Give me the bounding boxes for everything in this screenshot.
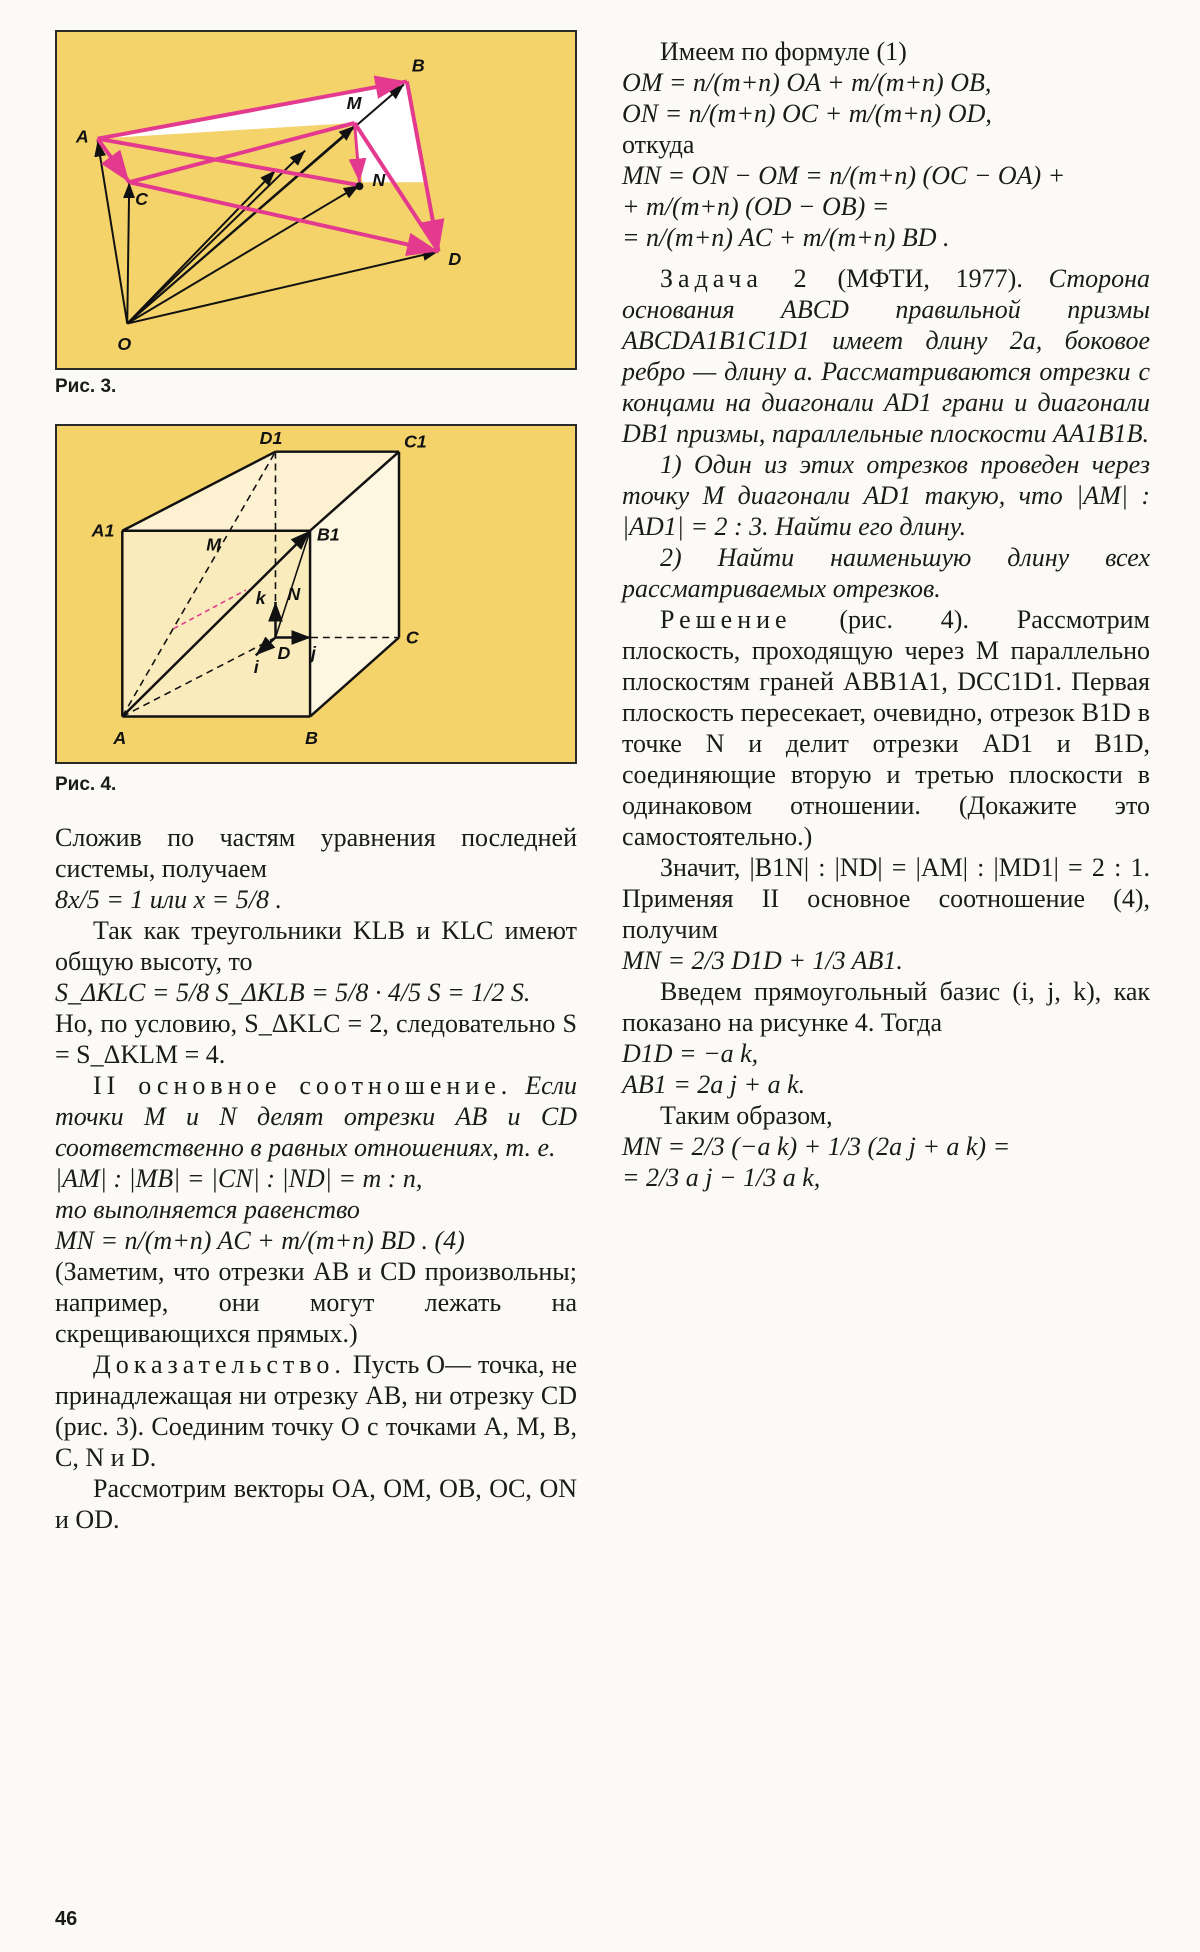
equation: MN = ON − OM = n/(m+n) (OC − OA) + — [622, 161, 1066, 190]
equation: OM = n/(m+n) OA + m/(m+n) OB, — [622, 68, 992, 97]
label-B: B — [411, 55, 425, 76]
paragraph: Введем прямоугольный базис (i, j, k), как показано на рисунке 4. Тогда — [622, 977, 1150, 1037]
proof-heading: Доказательство. — [93, 1350, 346, 1379]
figure-4 — [55, 424, 577, 764]
label-B: B — [305, 728, 318, 749]
equation: D1D = −a k, — [622, 1039, 759, 1068]
label-O: O — [117, 334, 132, 355]
paragraph: Рассмотрим векторы OA, OM, OB, OC, ON и OD. — [55, 1474, 577, 1534]
figure-4-diagram — [57, 426, 575, 762]
label-C1: C1 — [403, 431, 427, 452]
label-i: i — [253, 657, 259, 678]
label-j: j — [311, 643, 316, 664]
problem-heading: Задача 2 — [660, 264, 812, 293]
left-column — [55, 822, 577, 1535]
paragraph: Сложив по частям уравнения последней системы, получаем — [55, 823, 577, 883]
theorem-statement: Если точки M и N делят отрезки AB и CD соответственно в равных отношениях, т. е. — [55, 1071, 577, 1162]
label-C: C — [135, 188, 148, 209]
equation: 8x/5 = 1 или x = 5/8 . — [55, 885, 282, 914]
paragraph: Значит, |B1N| : |ND| = |AM| : |MD1| = 2 : 1. Применяя II основное соотношение (4), получим — [622, 853, 1150, 944]
label-D: D — [448, 249, 462, 270]
paragraph: Но, по условию, S_ΔKLC = 2, следовательно S = S_ΔKLM = 4. — [55, 1009, 577, 1069]
label-M: M — [346, 93, 362, 114]
label-N: N — [372, 170, 386, 191]
equation: |AM| : |MB| = |CN| : |ND| = m : n, — [55, 1164, 423, 1193]
label-D1: D1 — [259, 427, 283, 448]
equation-4: MN = n/(m+n) AC + m/(m+n) BD . (4) — [55, 1226, 465, 1255]
vector-OA — [98, 141, 128, 324]
equation: ON = n/(m+n) OC + m/(m+n) OD, — [622, 99, 992, 128]
label-B1: B1 — [316, 524, 340, 545]
problem-part-2: 2) Найти наименьшую длину всех рассматриваемых отрезков. — [622, 543, 1150, 603]
label-N: N — [287, 583, 301, 604]
paragraph: откуда — [622, 130, 695, 159]
right-column — [622, 36, 1150, 1193]
label-C: C — [405, 627, 419, 648]
problem-statement: Сторона основания ABCD правильной призмы ABCDA1B1C1D1 имеет длину 2a, боковое ребро — длину a. Рассматриваются отрезки с концами на диагонали AD1 грани и диагонали DB1 призмы, параллельные плоскости AA1B1B. — [622, 264, 1150, 448]
problem-part-1: 1) Один из этих отрезков проведен через точку M диагонали AD1 такую, что |AM| : |AD1| = 2 : 3. Найти его длину. — [622, 450, 1150, 541]
label-M: M — [206, 534, 222, 555]
paragraph: Пусть O— точка, не принадлежащая ни отрезку AB, ни отрезку CD (рис. 3). Соединим точку O с точками A, M, B, C, N и D. — [55, 1350, 578, 1472]
figure-3-diagram — [57, 32, 575, 368]
equation: = 2/3 a j − 1/3 a k, — [622, 1163, 821, 1192]
solution-heading: Решение — [660, 605, 792, 634]
figure-4-caption: Рис. 4. — [55, 774, 117, 795]
label-k: k — [255, 587, 266, 608]
equation: AB1 = 2a j + a k. — [622, 1070, 806, 1099]
label-A1: A1 — [91, 520, 115, 541]
vector-OC — [127, 182, 129, 323]
label-A: A — [113, 728, 127, 749]
figure-3 — [55, 30, 577, 370]
section-heading: II основное соотношение. — [93, 1071, 513, 1100]
label-A: A — [75, 126, 89, 147]
paragraph: Имеем по формуле (1) — [660, 37, 907, 66]
paragraph: Таким образом, — [660, 1101, 833, 1130]
equation: S_ΔKLC = 5/8 S_ΔKLB = 5/8 · 4/5 S = 1/2 S. — [55, 978, 531, 1007]
figure-3-caption: Рис. 3. — [55, 376, 117, 397]
paragraph: Так как треугольники KLB и KLC имеют общую высоту, то — [55, 916, 577, 976]
vector-OD — [127, 251, 438, 323]
equation: MN = 2/3 (−a k) + 1/3 (2a j + a k) = — [622, 1132, 1011, 1161]
page-number: 46 — [55, 1908, 78, 1930]
equation: + m/(m+n) (OD − OB) = — [622, 192, 890, 221]
paragraph: (рис. 4). Рассмотрим плоскость, проходящую через M параллельно плоскостям граней ABB1A1, DCC1D1. Первая плоскость пересекает, очевидно, отрезок B1D в точке N и делит отрезки AD1 и B1D, соединяющие вторую и третью плоскости в одинаковом отношении. (Докажите это самостоятельно.) — [622, 605, 1150, 851]
equation: MN = 2/3 D1D + 1/3 AB1. — [622, 946, 903, 975]
label-D: D — [277, 643, 291, 664]
paragraph: (Заметим, что отрезки AB и CD произвольны; например, они могут лежать на скрещивающихся прямых.) — [55, 1257, 577, 1348]
paragraph: то выполняется равенство — [55, 1195, 360, 1224]
equation: = n/(m+n) AC + m/(m+n) BD . — [622, 223, 950, 252]
problem-source: (МФТИ, 1977). — [837, 264, 1023, 293]
